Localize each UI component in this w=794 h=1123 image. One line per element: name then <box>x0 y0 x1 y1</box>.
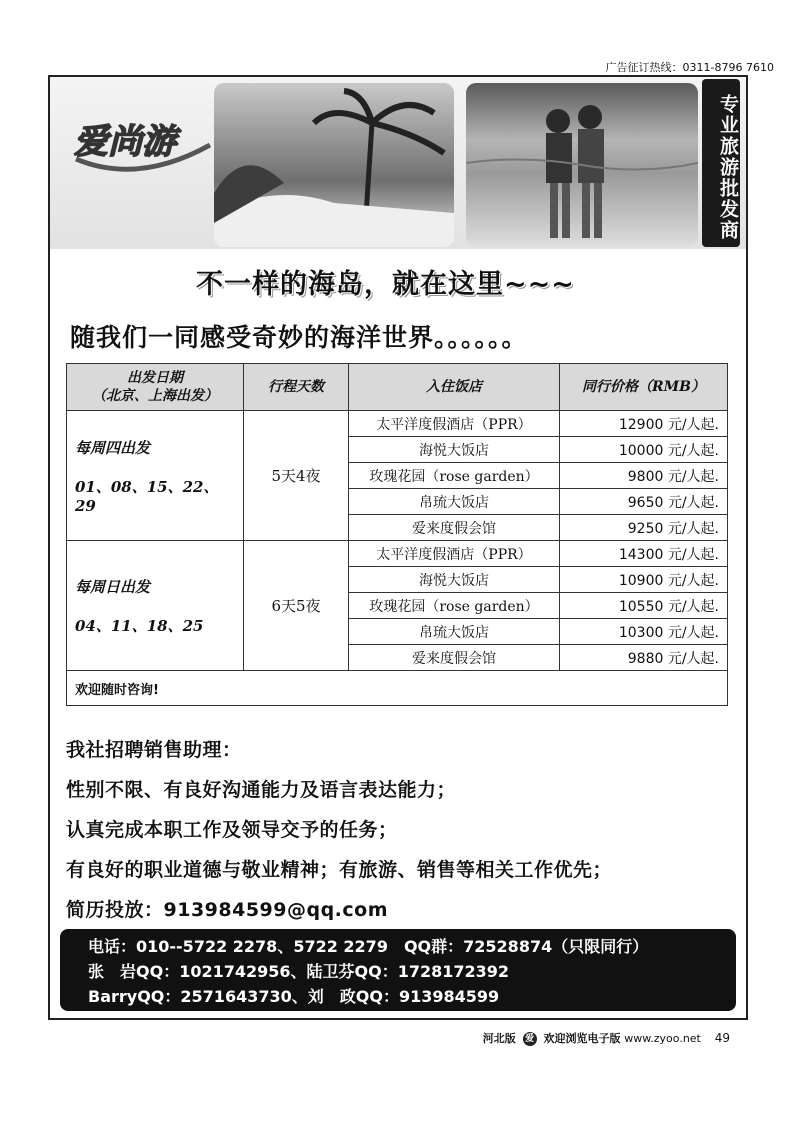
tour-price-table <box>66 363 728 706</box>
depart-cell: 每周四出发 01、08、15、22、29 <box>67 411 244 541</box>
contact-phone: 电话：010--5722 2278、5722 2279 QQ群：72528874（只限同行） <box>88 937 649 956</box>
logo-text: 爱尚游 <box>74 122 176 162</box>
resume-email[interactable]: 简历投放：913984599@qq.com <box>66 899 389 921</box>
hotel-cell: 太平洋度假酒店（PPR） <box>349 541 560 567</box>
wholesaler-badge: 专业旅游批发商 <box>702 79 740 247</box>
price-cell: 10900 元/人起. <box>560 567 728 593</box>
beach-photo <box>214 83 454 247</box>
consult-note: 欢迎随时咨询! <box>67 671 728 706</box>
recruit-line: 有良好的职业道德与敬业精神；有旅游、销售等相关工作优先； <box>66 859 613 881</box>
table-row <box>67 411 728 437</box>
banner <box>50 77 746 249</box>
hotel-cell: 海悦大饭店 <box>349 567 560 593</box>
price-cell: 14300 元/人起. <box>560 541 728 567</box>
subheading: 随我们一同感受奇妙的海洋世界。。。。。。 <box>70 323 528 352</box>
brand-logo <box>68 107 218 182</box>
price-cell: 10300 元/人起. <box>560 619 728 645</box>
contact-qq-1: 张 岩QQ：1021742956、陆卫芬QQ：1728172392 <box>88 962 510 981</box>
recruit-title: 我社招聘销售助理： <box>66 739 242 761</box>
price-cell: 9800 元/人起. <box>560 463 728 489</box>
price-cell: 10550 元/人起. <box>560 593 728 619</box>
site-link[interactable]: www.zyoo.net <box>624 1032 701 1045</box>
hotel-cell: 爱来度假会馆 <box>349 645 560 671</box>
hotel-cell: 太平洋度假酒店（PPR） <box>349 411 560 437</box>
days-cell: 6天5夜 <box>244 541 349 671</box>
col-days: 行程天数 <box>244 364 349 411</box>
browse-label: 欢迎浏览电子版 <box>543 1032 621 1045</box>
contact-box <box>60 929 736 1011</box>
hotel-cell: 帛琉大饭店 <box>349 489 560 515</box>
hotel-cell: 玫瑰花园（rose garden） <box>349 463 560 489</box>
col-hotel: 入住饭店 <box>349 364 560 411</box>
contact-qq-2: BarryQQ：2571643730、刘 政QQ：913984599 <box>88 987 500 1006</box>
page-number: 49 <box>714 1031 730 1045</box>
price-cell: 12900 元/人起. <box>560 411 728 437</box>
col-depart-date: 出发日期 （北京、上海出发） <box>67 364 244 411</box>
ad-hotline: 广告征订热线：0311-8796 7610 <box>605 61 774 74</box>
hotel-cell: 海悦大饭店 <box>349 437 560 463</box>
table-note-row <box>67 671 728 706</box>
price-cell: 9250 元/人起. <box>560 515 728 541</box>
days-cell: 5天4夜 <box>244 411 349 541</box>
price-cell: 9650 元/人起. <box>560 489 728 515</box>
hotel-cell: 帛琉大饭店 <box>349 619 560 645</box>
snorkel-photo <box>466 83 698 247</box>
edition-label: 河北版 <box>482 1032 516 1045</box>
depart-cell: 每周日出发 04、11、18、25 <box>67 541 244 671</box>
slogan: 不一样的海岛，就在这里~~~ <box>196 269 575 300</box>
table-header-row <box>67 364 728 411</box>
page-footer <box>483 1030 730 1046</box>
col-price: 同行价格（RMB） <box>560 364 728 411</box>
recruit-line: 性别不限、有良好沟通能力及语言表达能力； <box>66 779 457 801</box>
table-row <box>67 541 728 567</box>
price-cell: 10000 元/人起. <box>560 437 728 463</box>
recruit-line: 认真完成本职工作及领导交予的任务； <box>66 819 398 841</box>
price-cell: 9880 元/人起. <box>560 645 728 671</box>
hotel-cell: 玫瑰花园（rose garden） <box>349 593 560 619</box>
brand-seal-icon: 爱 <box>523 1032 537 1046</box>
hotel-cell: 爱来度假会馆 <box>349 515 560 541</box>
